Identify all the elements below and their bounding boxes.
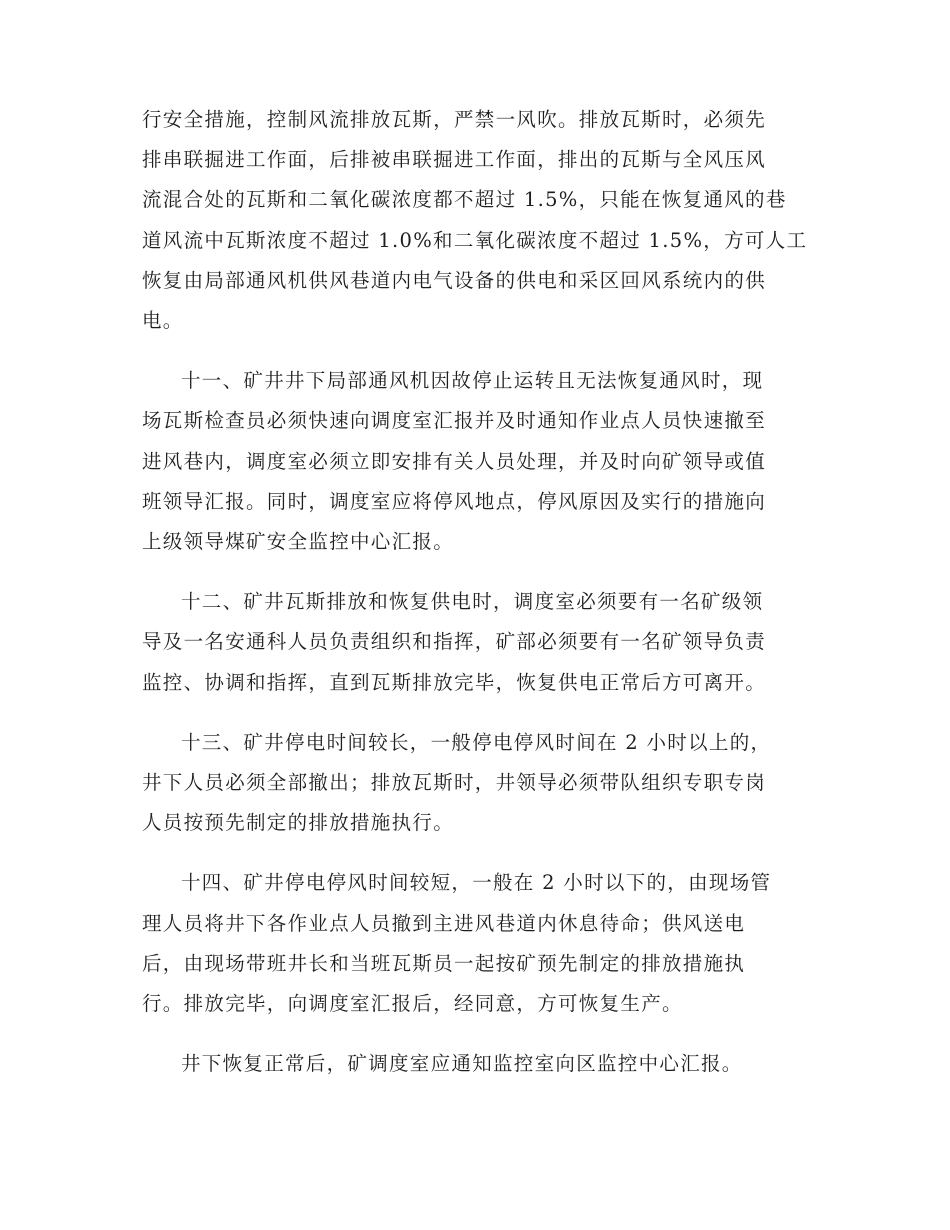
text-line: 十二、矿井瓦斯排放和恢复供电时，调度室必须要有一名矿级领 [181,590,764,614]
paragraph-item-11 [142,361,810,562]
paragraph-item-13 [142,723,810,844]
text-line: 井下人员必须全部撤出；排放瓦斯时，井领导必须带队组织专职专岗 [142,771,767,795]
paragraph-item-12 [142,582,810,703]
text-line: 电。 [142,309,184,333]
text-line: 流混合处的瓦斯和二氧化碳浓度都不超过 1.5%，只能在恢复通风的巷 [142,188,787,212]
text-line: 行。排放完毕，向调度室汇报后，经同意，方可恢复生产。 [142,992,683,1016]
text-line: 进风巷内，调度室必须立即安排有关人员处理，并及时向矿领导或值 [142,449,767,473]
paragraph-item-14 [142,863,810,1024]
text-line: 井下恢复正常后，矿调度室应通知监控室向区监控中心汇报。 [181,1052,743,1076]
text-line: 排串联掘进工作面，后排被串联掘进工作面，排出的瓦斯与全风压风 [142,148,767,172]
text-line: 上级领导煤矿安全监控中心汇报。 [142,530,455,554]
text-line: 场瓦斯检查员必须快速向调度室汇报并及时通知作业点人员快速撤至 [142,409,767,433]
text-line: 人员按预先制定的排放措施执行。 [142,811,455,835]
text-line: 十一、矿井井下局部通风机因故停止运转且无法恢复通风时，现 [181,369,764,393]
text-line: 理人员将井下各作业点人员撤到主进风巷道内休息待命；供风送电 [142,911,746,935]
text-line: 恢复由局部通风机供风巷道内电气设备的供电和采区回风系统内的供 [142,268,767,292]
paragraph-gas-discharge-continued [142,100,810,341]
document-body [142,100,810,1104]
paragraph-closing [142,1044,810,1084]
text-line: 后，由现场带班井长和当班瓦斯员一起按矿预先制定的排放措施执 [142,951,746,975]
text-line: 道风流中瓦斯浓度不超过 1.0%和二氧化碳浓度不超过 1.5%，方可人工 [142,228,808,252]
text-line: 班领导汇报。同时，调度室应将停风地点，停风原因及实行的措施向 [142,489,767,513]
text-line: 十四、矿井停电停风时间较短，一般在 2 小时以下的，由现场管 [181,871,772,895]
text-line: 导及一名安通科人员负责组织和指挥，矿部必须要有一名矿领导负责 [142,630,767,654]
text-line: 行安全措施，控制风流排放瓦斯，严禁一风吹。排放瓦斯时，必须先 [142,108,767,131]
text-line: 十三、矿井停电时间较长，一般停电停风时间在 2 小时以上的， [181,730,772,754]
text-line: 监控、协调和指挥，直到瓦斯排放完毕，恢复供电正常后方可离开。 [142,670,767,694]
